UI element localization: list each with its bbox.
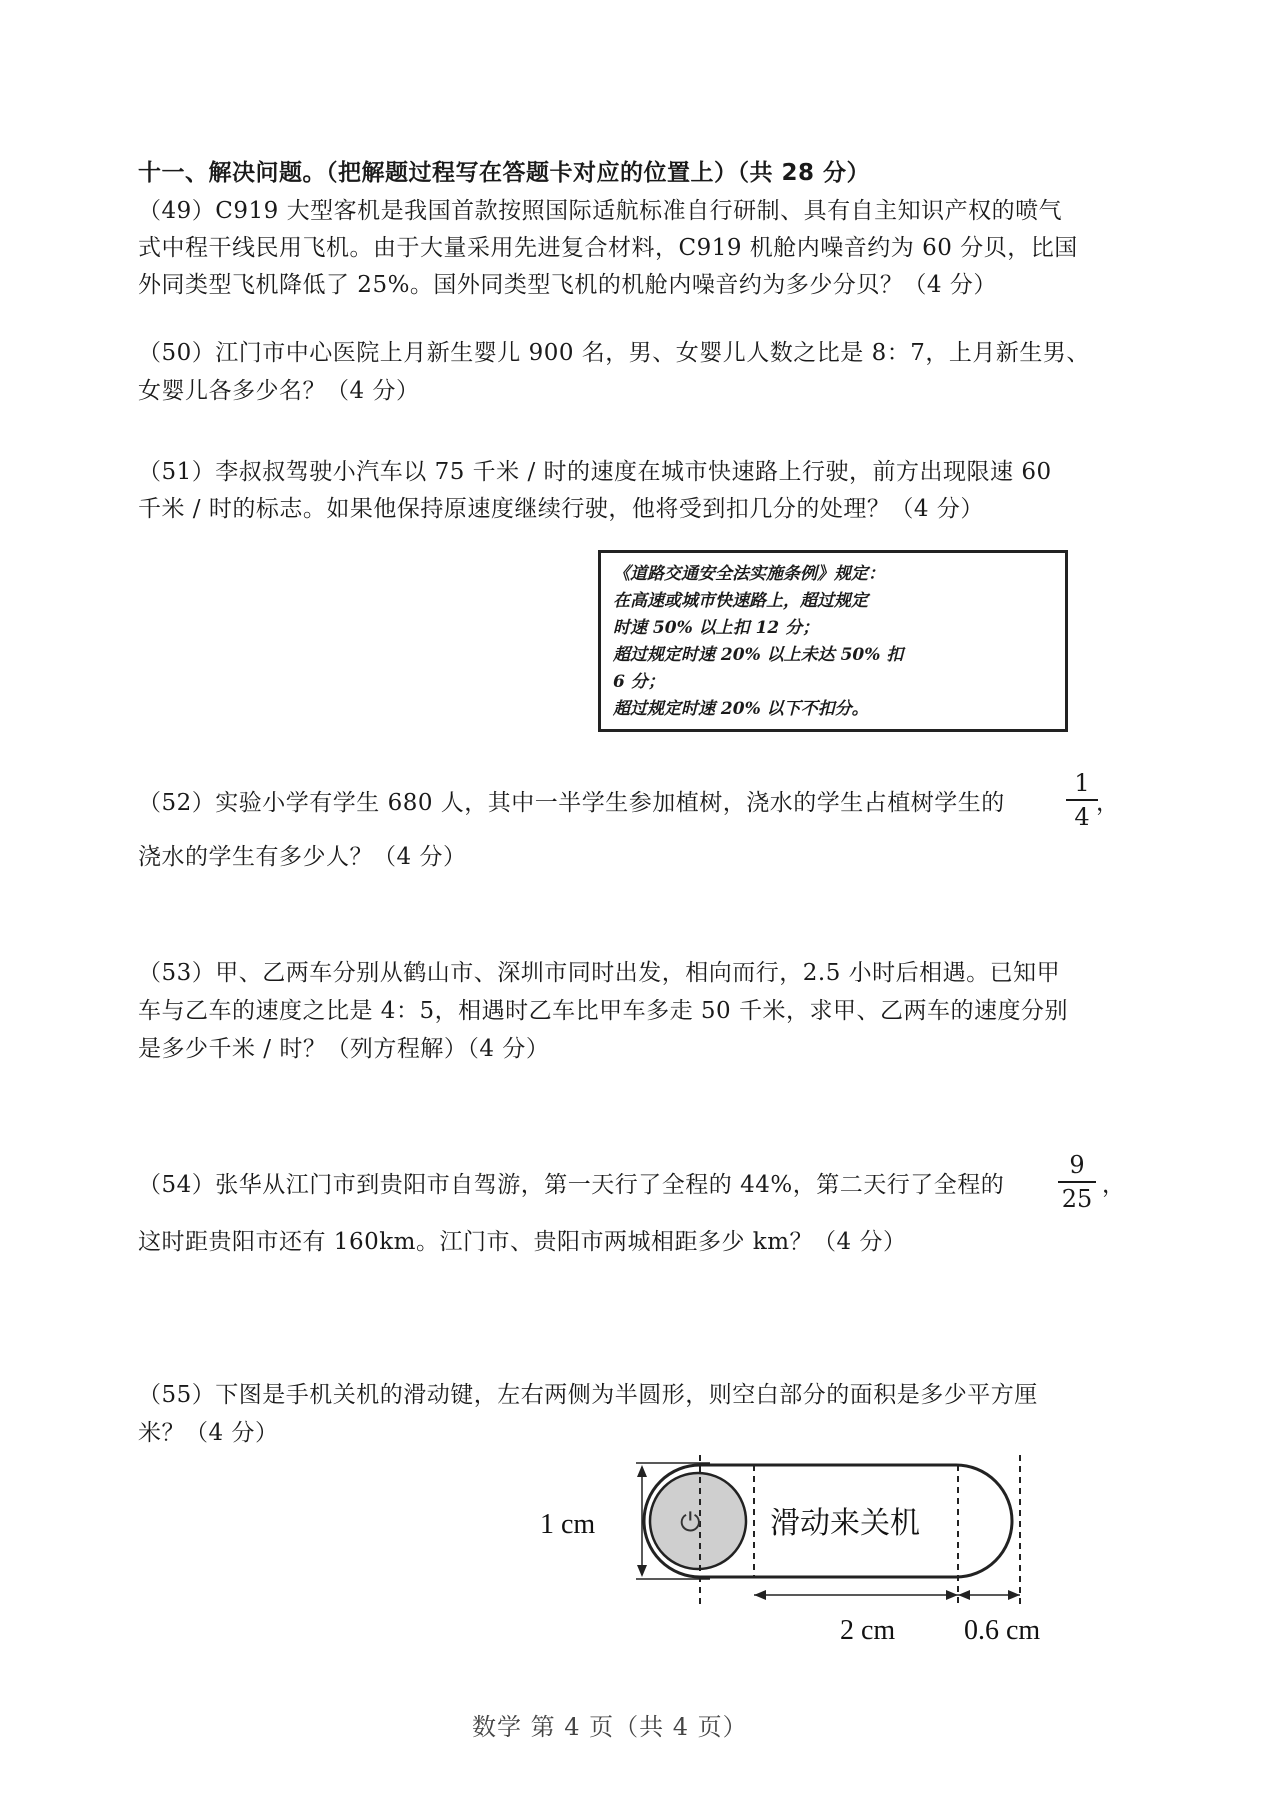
- q49-line-3: 外同类型飞机降低了 25%。国外同类型飞机的机舱内噪音约为多少分贝？（4 分）: [138, 272, 997, 298]
- q52-line-1: （52）实验小学有学生 680 人，其中一半学生参加植树，浇水的学生占植树学生的: [138, 790, 1005, 816]
- rule-line-1: 《道路交通安全法实施条例》规定：: [613, 564, 885, 584]
- height-label: 1 cm: [540, 1509, 596, 1540]
- q54-fraction-bar: [1058, 1181, 1096, 1183]
- q51-line-2: 千米 / 时的标志。如果他保持原速度继续行驶，他将受到扣几分的处理？（4 分）: [138, 496, 984, 522]
- rule-line-4: 超过规定时速 20% 以上未达 50% 扣: [613, 645, 904, 665]
- q54-fraction-denominator: 25: [1061, 1185, 1093, 1213]
- slider-text: 滑动来关机: [770, 1506, 920, 1541]
- height-arrow-top: [637, 1465, 647, 1477]
- middle-arrow-right: [946, 1590, 958, 1600]
- radius-arrow-right: [1008, 1590, 1020, 1600]
- rule-line-2: 在高速或城市快速路上，超过规定: [613, 591, 868, 611]
- height-arrow-bottom: [637, 1565, 647, 1577]
- power-icon: ⏻: [680, 1508, 701, 1538]
- q52-line-2: 浇水的学生有多少人？（4 分）: [138, 844, 467, 870]
- page-footer: 数学 第 4 页（共 4 页）: [472, 1713, 748, 1741]
- slider-key-diagram: [540, 1455, 1080, 1675]
- rule-line-3: 时速 50% 以上扣 12 分；: [613, 618, 820, 638]
- q53-line-2: 车与乙车的速度之比是 4：5，相遇时乙车比甲车多走 50 千米，求甲、乙两车的速度分别: [138, 998, 1068, 1024]
- rule-line-5: 6 分；: [613, 672, 665, 692]
- rule-line-6: 超过规定时速 20% 以下不扣分。: [613, 699, 869, 719]
- q50-line-2: 女婴儿各多少名？（4 分）: [138, 378, 420, 404]
- middle-arrow-left: [754, 1590, 766, 1600]
- q53-line-3: 是多少千米 / 时？（列方程解）（4 分）: [138, 1036, 550, 1062]
- q52-fraction-denominator: 4: [1074, 803, 1090, 831]
- radius-label: 0.6 cm: [964, 1615, 1041, 1646]
- section-title: 十一、解决问题。（把解题过程写在答题卡对应的位置上）（共 28 分）: [138, 160, 871, 186]
- q54-line-2: 这时距贵阳市还有 160km。江门市、贵阳市两城相距多少 km？（4 分）: [138, 1229, 907, 1255]
- q55-line-1: （55）下图是手机关机的滑动键，左右两侧为半圆形，则空白部分的面积是多少平方厘: [138, 1382, 1038, 1408]
- q55-line-2: 米？（4 分）: [138, 1420, 279, 1446]
- q52-after-fraction: ，: [1096, 790, 1120, 816]
- q51-line-1: （51）李叔叔驾驶小汽车以 75 千米 / 时的速度在城市快速路上行驶，前方出现限速 60: [138, 459, 1052, 485]
- q52-fraction-numerator: 1: [1074, 769, 1090, 797]
- middle-length-label: 2 cm: [840, 1615, 896, 1646]
- q54-after-fraction: ，: [1102, 1172, 1126, 1198]
- radius-arrow-left: [958, 1590, 970, 1600]
- q54-fraction: [1054, 1150, 1100, 1214]
- q54-line-1: （54）张华从江门市到贵阳市自驾游，第一天行了全程的 44%，第二天行了全程的: [138, 1172, 1005, 1198]
- q49-line-2: 式中程干线民用飞机。由于大量采用先进复合材料，C919 机舱内噪音约为 60 分贝，比国: [138, 235, 1078, 261]
- q53-line-1: （53）甲、乙两车分别从鹤山市、深圳市同时出发，相向而行，2.5 小时后相遇。已知甲: [138, 960, 1061, 986]
- q50-line-1: （50）江门市中心医院上月新生婴儿 900 名，男、女婴儿人数之比是 8：7，上月新生男、: [138, 340, 1090, 366]
- q52-fraction-bar: [1066, 799, 1098, 801]
- traffic-rule-box: [598, 550, 1068, 732]
- q54-fraction-numerator: 9: [1069, 1151, 1085, 1179]
- q49-line-1: （49）C919 大型客机是我国首款按照国际适航标准自行研制、具有自主知识产权的喷气: [138, 198, 1063, 224]
